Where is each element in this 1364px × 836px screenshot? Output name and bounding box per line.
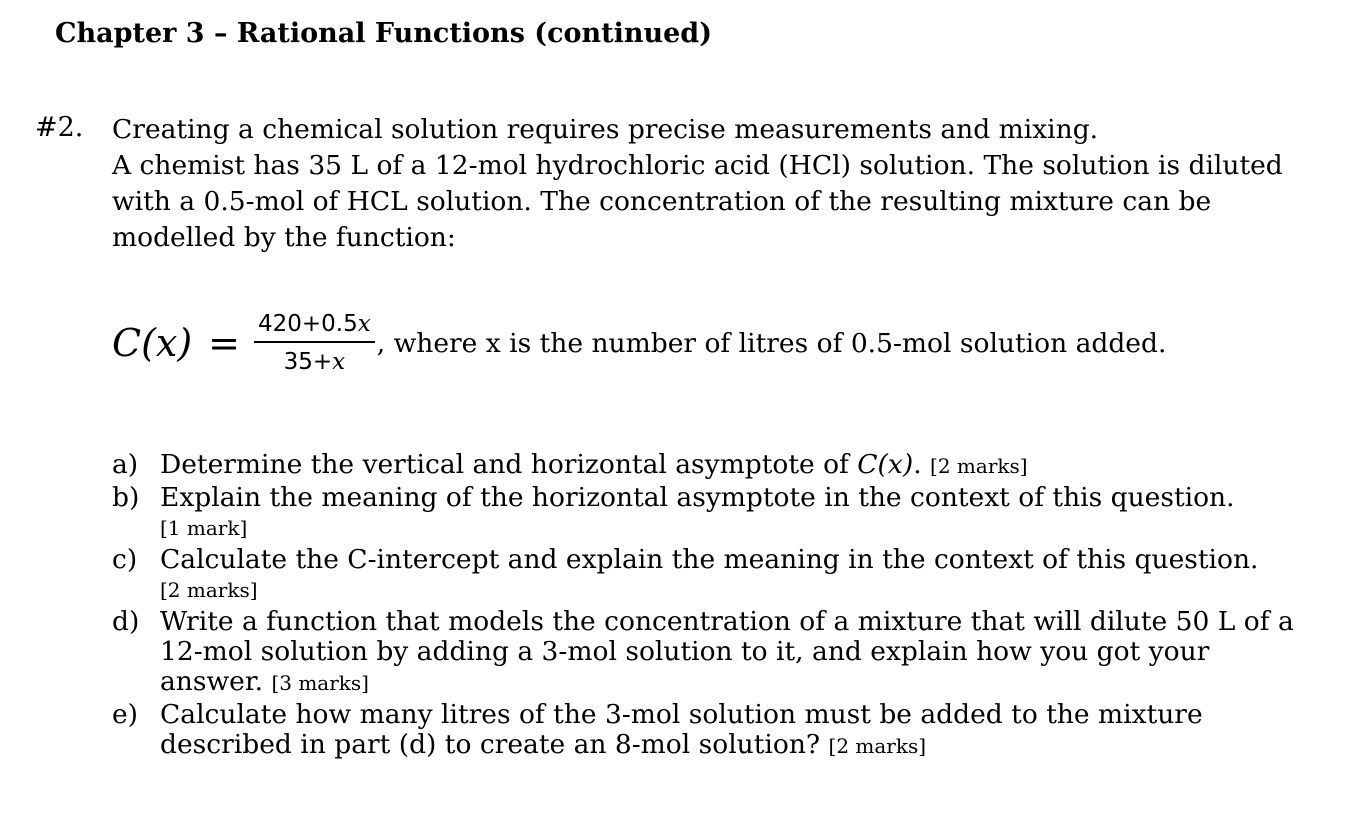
part-marks: [2 marks]: [828, 734, 927, 758]
intro-line: with a 0.5-mol of HCL solution. The concentration of the resulting mixture can be: [112, 186, 1212, 217]
intro-line: A chemist has 35 L of a 12-mol hydrochloric acid (HCl) solution. The solution is diluted: [112, 150, 1283, 181]
question-part-a: [112, 450, 1352, 481]
intro-line: Creating a chemical solution requires precise measurements and mixing.: [112, 114, 1099, 145]
part-text: Explain the meaning of the horizontal asymptote in the context of this question.: [160, 482, 1235, 513]
part-text: Calculate the C-intercept and explain the meaning in the context of this question.: [160, 544, 1259, 575]
question-part-e: [112, 700, 1352, 761]
intro-line: modelled by the function:: [112, 222, 456, 253]
part-marks: [3 marks]: [271, 671, 369, 695]
part-marks: [1 mark]: [160, 516, 248, 540]
question-intro: [112, 112, 1352, 256]
formula-lhs: C(x): [112, 321, 193, 365]
part-marks: [2 marks]: [160, 578, 258, 602]
part-letter: b): [112, 482, 140, 513]
part-text: answer. [3 marks]: [160, 666, 369, 697]
part-text: Determine the vertical and horizontal asymptote of C(x). [2 marks]: [160, 449, 1028, 480]
part-letter: d): [112, 606, 140, 637]
part-marks: [2 marks]: [930, 454, 1028, 478]
part-text: Calculate how many litres of the 3-mol solution must be added to the mixture: [160, 699, 1203, 730]
formula-description: , where x is the number of litres of 0.5-mol solution added.: [376, 327, 1167, 359]
question-part-c: [112, 545, 1352, 605]
formula-numerator: 420+0.5x: [254, 311, 375, 343]
question-number: #2.: [35, 112, 84, 143]
part-letter: c): [112, 544, 138, 575]
part-text: described in part (d) to create an 8-mol solution? [2 marks]: [160, 729, 927, 760]
question-part-d: [112, 607, 1352, 698]
part-text: Write a function that models the concentration of a mixture that will dilute 50 L of a: [160, 606, 1294, 637]
part-letter: a): [112, 449, 139, 480]
part-text: 12-mol solution by adding a 3-mol solution to it, and explain how you got your: [160, 636, 1210, 667]
formula-denominator: 35+x: [283, 349, 346, 375]
concentration-formula: [112, 300, 1166, 386]
part-letter: e): [112, 699, 139, 730]
question-parts-list: [112, 450, 1352, 763]
formula-fraction: [254, 311, 375, 375]
part-math: C(x): [857, 449, 914, 480]
question-part-b: [112, 483, 1352, 543]
chapter-title: Chapter 3 – Rational Functions (continued): [55, 18, 712, 49]
formula-equals: =: [208, 321, 240, 365]
